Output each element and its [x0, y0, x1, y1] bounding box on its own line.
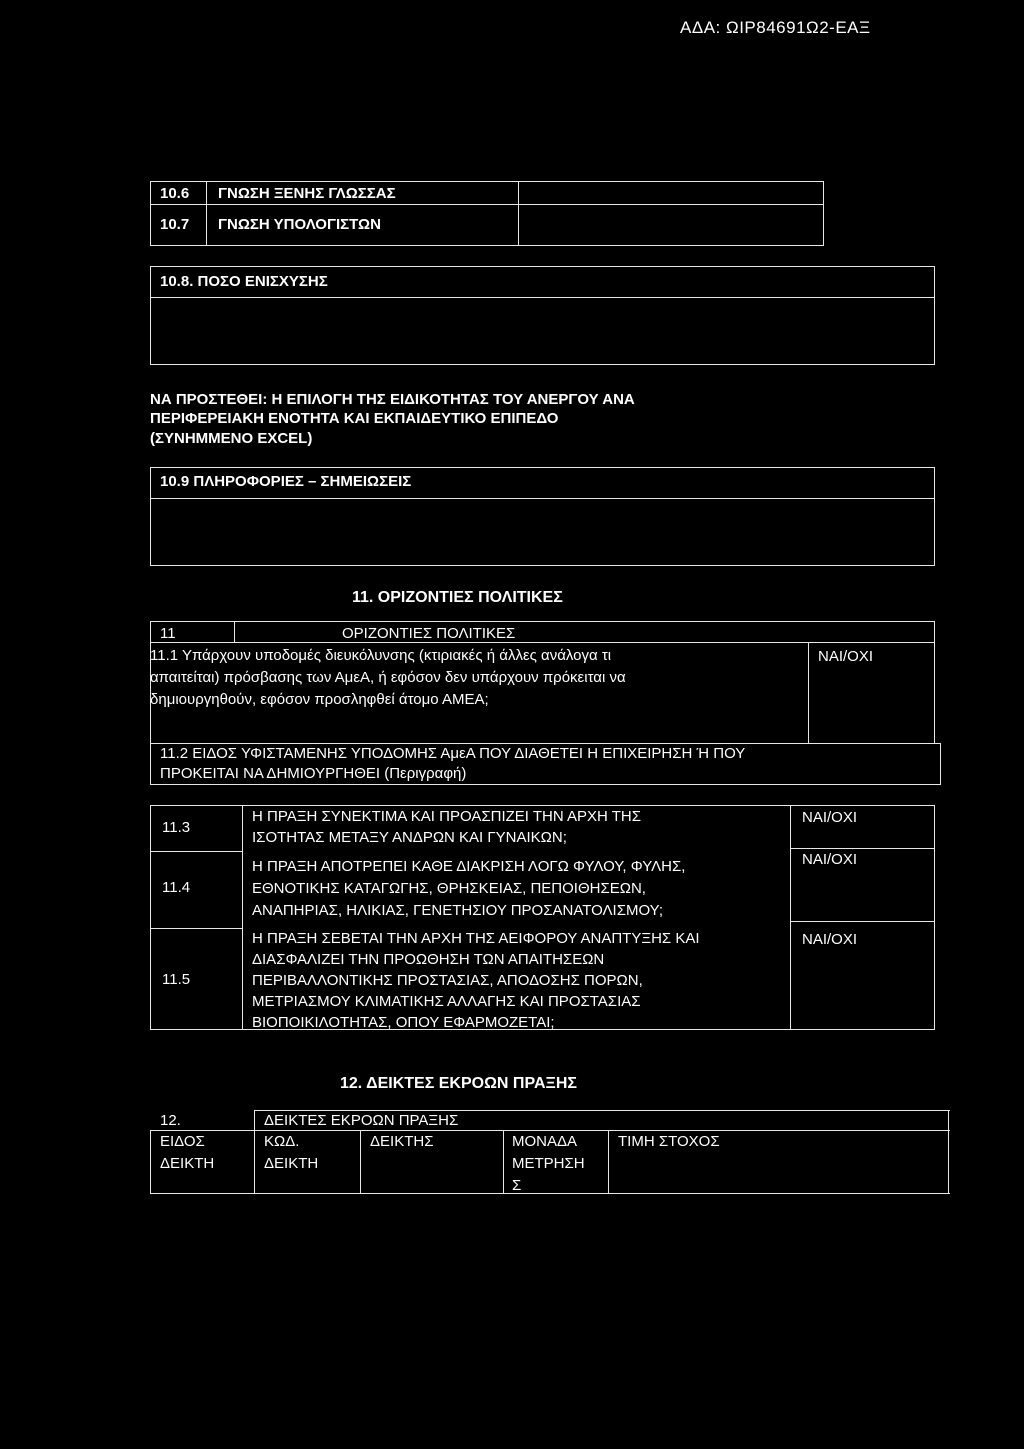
note-line-1: ΝΑ ΠΡΟΣΤΕΘΕΙ: Η ΕΠΙΛΟΓΗ ΤΗΣ ΕΙΔΙΚΟΤΗΤΑΣ ΤΟΥ ΑΝΕΡΓΟΥ ΑΝΑ	[150, 391, 635, 408]
q11-5-line-5: ΒΙΟΠΟΙΚΙΛΟΤΗΤΑΣ, ΟΠΟΥ ΕΦΑΡΜΟΖΕΤΑΙ;	[252, 1014, 555, 1031]
q11-5-line-1: Η ΠΡΑΞΗ ΣΕΒΕΤΑΙ ΤΗΝ ΑΡΧΗ ΤΗΣ ΑΕΙΦΟΡΟΥ ΑΝΑΠΤΥΞΗΣ ΚΑΙ	[252, 930, 700, 947]
note-line-2: ΠΕΡΙΦΕΡΕΙΑΚΗ ΕΝΟΤΗΤΑ ΚΑΙ ΕΚΠΑΙΔΕΥΤΙΚΟ ΕΠΙΠΕΔΟ	[150, 410, 559, 427]
q11-4-text	[252, 856, 685, 922]
section-10-8-input-area[interactable]	[152, 299, 932, 363]
note-line-3: (ΣΥΝΗΜΜΕΝΟ EXCEL)	[150, 430, 313, 447]
col-timi-stoxos	[618, 1131, 720, 1153]
q11-2-line-1: 11.2 ΕΙΔΟΣ ΥΦΙΣΤΑΜΕΝΗΣ ΥΠΟΔΟΜΗΣ ΑμεΑ ΠΟΥ ΔΙΑΘΕΤΕΙ Η ΕΠΙΧΕΙΡΗΣΗ Ή ΠΟΥ	[160, 745, 746, 762]
row-10-6-num: 10.6	[160, 185, 190, 202]
q11-5-line-2: ΔΙΑΣΦΑΛΙΖΕΙ ΤΗΝ ΠΡΟΩΘΗΣΗ ΤΩΝ ΑΠΑΙΤΗΣΕΩΝ	[252, 951, 605, 968]
col-timi-stoxos-l1: ΤΙΜΗ ΣΤΟΧΟΣ	[618, 1133, 720, 1150]
col-monada-l1: ΜΟΝΑΔΑ	[512, 1133, 578, 1150]
q11-3-num: 11.3	[162, 819, 191, 836]
q11-4-num: 11.4	[162, 879, 191, 896]
q11-4-line-1: Η ΠΡΑΞΗ ΑΠΟΤΡΕΠΕΙ ΚΑΘΕ ΔΙΑΚΡΙΣΗ ΛΟΓΩ ΦΥΛΟΥ, ΦΥΛΗΣ,	[252, 858, 686, 875]
col-kod-deikti-l2: ΔΕΙΚΤΗ	[264, 1155, 319, 1172]
col-eidos-deikti-l2: ΔΕΙΚΤΗ	[160, 1155, 215, 1172]
q11-1-text	[150, 645, 800, 711]
table-11-title: ΟΡΙΖΟΝΤΙΕΣ ΠΟΛΙΤΙΚΕΣ	[342, 625, 516, 642]
table-11-num: 11	[160, 625, 176, 642]
col-monada-metrisis	[512, 1131, 585, 1197]
col-eidos-deikti	[160, 1131, 214, 1175]
q11-1-line-1: 11.1 Υπάρχουν υποδομές διευκόλυνσης (κτιριακές ή άλλες ανάλογα τι	[150, 647, 612, 664]
table-12-num: 12.	[160, 1112, 181, 1129]
ada-code: ΑΔΑ: ΩΙΡ84691Ω2-ΕΑΞ	[680, 18, 871, 37]
section-10-9-input-area[interactable]	[152, 500, 932, 564]
q11-4-answer[interactable]: ΝΑΙ/ΟΧΙ	[802, 851, 858, 868]
table-12-title: ΔΕΙΚΤΕΣ ΕΚΡΟΩΝ ΠΡΑΞΗΣ	[264, 1112, 459, 1129]
col-deiktis	[370, 1131, 433, 1153]
col-kod-deikti-l1: ΚΩΔ.	[264, 1133, 300, 1150]
row-10-7-num: 10.7	[160, 216, 190, 233]
q11-5-line-3: ΠΕΡΙΒΑΛΛΟΝΤΙΚΗΣ ΠΡΟΣΤΑΣΙΑΣ, ΑΠΟΔΟΣΗΣ ΠΟΡΩΝ,	[252, 972, 643, 989]
row-10-6-label: ΓΝΩΣΗ ΞΕΝΗΣ ΓΛΩΣΣΑΣ	[218, 185, 396, 202]
q11-5-text	[252, 928, 700, 1033]
col-eidos-deikti-l1: ΕΙΔΟΣ	[160, 1133, 205, 1150]
section-12-heading: 12. ΔΕΙΚΤΕΣ ΕΚΡΟΩΝ ΠΡΑΞΗΣ	[340, 1075, 577, 1092]
col-deiktis-l1: ΔΕΙΚΤΗΣ	[370, 1133, 434, 1150]
q11-2-line-2: ΠΡΟΚΕΙΤΑΙ ΝΑ ΔΗΜΙΟΥΡΓΗΘΕΙ (Περιγραφή)	[160, 765, 467, 782]
q11-4-line-2: ΕΘΝΟΤΙΚΗΣ ΚΑΤΑΓΩΓΗΣ, ΘΡΗΣΚΕΙΑΣ, ΠΕΠΟΙΘΗΣΕΩΝ,	[252, 880, 646, 897]
col-kod-deikti	[264, 1131, 318, 1175]
q11-5-num: 11.5	[162, 971, 191, 988]
row-10-7-label: ΓΝΩΣΗ ΥΠΟΛΟΓΙΣΤΩΝ	[218, 216, 381, 233]
q11-4-line-3: ΑΝΑΠΗΡΙΑΣ, ΗΛΙΚΙΑΣ, ΓΕΝΕΤΗΣΙΟΥ ΠΡΟΣΑΝΑΤΟΛΙΣΜΟΥ;	[252, 902, 663, 919]
q11-1-line-3: δημιουργηθούν, εφόσον προσληφθεί άτομο ΑΜΕΑ;	[150, 691, 489, 708]
q11-1-line-2: απαιτείται) πρόσβασης των ΑμεΑ, ή εφόσον δεν υπάρχουν πρόκειται να	[150, 669, 626, 686]
q11-5-answer[interactable]: ΝΑΙ/ΟΧΙ	[802, 931, 858, 948]
q11-3-line-2: ΙΣΟΤΗΤΑΣ ΜΕΤΑΞΥ ΑΝΔΡΩΝ ΚΑΙ ΓΥΝΑΙΚΩΝ;	[252, 829, 567, 846]
q11-3-answer[interactable]: ΝΑΙ/ΟΧΙ	[802, 809, 858, 826]
section-11-heading: 11. ΟΡΙΖΟΝΤΙΕΣ ΠΟΛΙΤΙΚΕΣ	[352, 589, 563, 606]
q11-3-text	[252, 806, 641, 848]
row-10-7-value-cell[interactable]	[526, 206, 822, 244]
col-monada-l3: Σ	[512, 1177, 522, 1194]
section-10-8-title: 10.8. ΠΟΣΟ ΕΝΙΣΧΥΣΗΣ	[160, 273, 328, 290]
q11-1-answer[interactable]: ΝΑΙ/ΟΧΙ	[818, 648, 874, 665]
q11-2-text	[160, 744, 745, 784]
q11-5-line-4: ΜΕΤΡΙΑΣΜΟΥ ΚΛΙΜΑΤΙΚΗΣ ΑΛΛΑΓΗΣ ΚΑΙ ΠΡΟΣΤΑΣΙΑΣ	[252, 993, 641, 1010]
col-monada-l2: ΜΕΤΡΗΣΗ	[512, 1155, 585, 1172]
section-10-9-title: 10.9 ΠΛΗΡΟΦΟΡΙΕΣ – ΣΗΜΕΙΩΣΕΙΣ	[160, 473, 412, 490]
row-10-6-value-cell[interactable]	[526, 183, 822, 203]
q11-3-line-1: Η ΠΡΑΞΗ ΣΥΝΕΚΤΙΜΑ ΚΑΙ ΠΡΟΑΣΠΙΖΕΙ ΤΗΝ ΑΡΧΗ ΤΗΣ	[252, 808, 642, 825]
